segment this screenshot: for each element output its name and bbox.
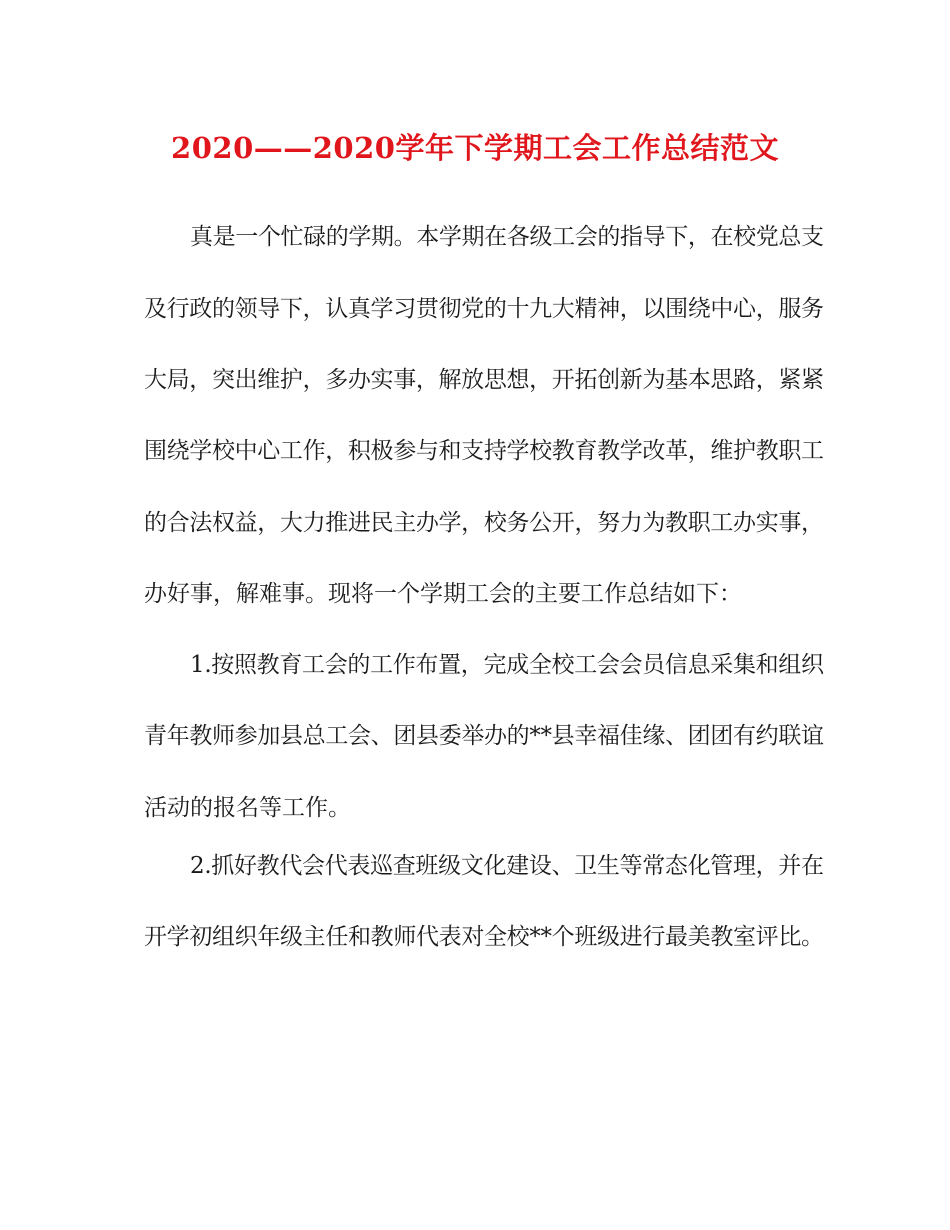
paragraph-line: 的合法权益，大力推进民主办学，校务公开，努力为教职工办实事， — [144, 510, 824, 536]
paragraph-line: 围绕学校中心工作，积极参与和支持学校教育教学改革，维护教职工 — [144, 438, 824, 464]
paragraph-line: 真是一个忙碌的学期。本学期在各级工会的指导下，在校党总支 — [190, 224, 824, 250]
paragraph-line: 及行政的领导下，认真学习贯彻党的十九大精神，以围绕中心，服务 — [144, 296, 824, 322]
paragraph-line: 办好事，解难事。现将一个学期工会的主要工作总结如下： — [144, 581, 742, 607]
document-title: 2020——2020学年下学期工会工作总结范文 — [171, 131, 779, 165]
paragraph-line: 1.按照教育工会的工作布置，完成全校工会会员信息采集和组织 — [190, 652, 824, 678]
paragraph-line: 开学初组织年级主任和教师代表对全校**个班级进行最美教室评比。 — [144, 924, 824, 950]
paragraph-line: 活动的报名等工作。 — [144, 795, 351, 821]
paragraph-line: 青年教师参加县总工会、团县委举办的**县幸福佳缘、团团有约联谊 — [144, 723, 824, 749]
paragraph-line: 大局，突出维护，多办实事，解放思想，开拓创新为基本思路，紧紧 — [144, 367, 824, 393]
paragraph-line: 2.抓好教代会代表巡查班级文化建设、卫生等常态化管理，并在 — [190, 853, 824, 879]
